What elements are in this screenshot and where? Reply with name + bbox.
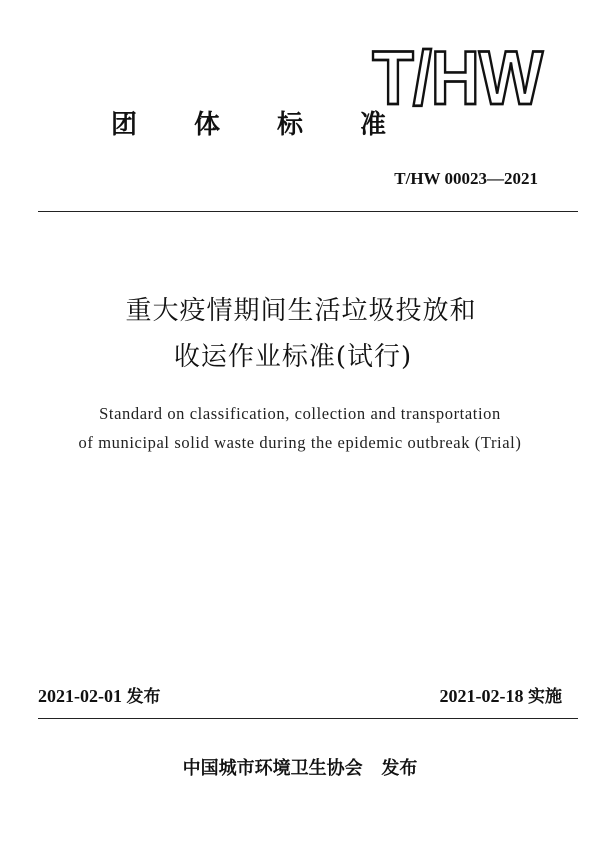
- issue-label: 发布: [126, 687, 161, 707]
- bottom-divider: [38, 718, 578, 719]
- english-title: [0, 399, 600, 457]
- organization-type: 团体标准: [111, 110, 444, 140]
- chinese-title: [0, 288, 600, 380]
- standard-number: T/HW 00023—2021: [394, 169, 538, 188]
- implementation-date: 2021-02-18: [439, 686, 524, 706]
- implementation-date-block: [440, 684, 563, 709]
- publisher-label: 发布: [381, 758, 418, 779]
- issue-date-block: [38, 684, 161, 709]
- issue-date: 2021-02-01: [38, 686, 122, 706]
- implementation-label: 实施: [528, 687, 562, 707]
- english-title-line-2: of municipal solid waste during the epidemic outbreak (Trial): [78, 433, 522, 452]
- top-divider: [38, 211, 578, 212]
- publisher-name: 中国城市环境卫生协会: [182, 758, 363, 779]
- standard-logo: T/HW: [372, 35, 542, 121]
- chinese-title-line-2: 收运作业标准(试行): [173, 342, 413, 372]
- english-title-line-1: Standard on classification, collection and transportation: [99, 404, 501, 423]
- publisher-block: [0, 757, 600, 781]
- chinese-title-line-1: 重大疫情期间生活垃圾投放和: [125, 296, 477, 326]
